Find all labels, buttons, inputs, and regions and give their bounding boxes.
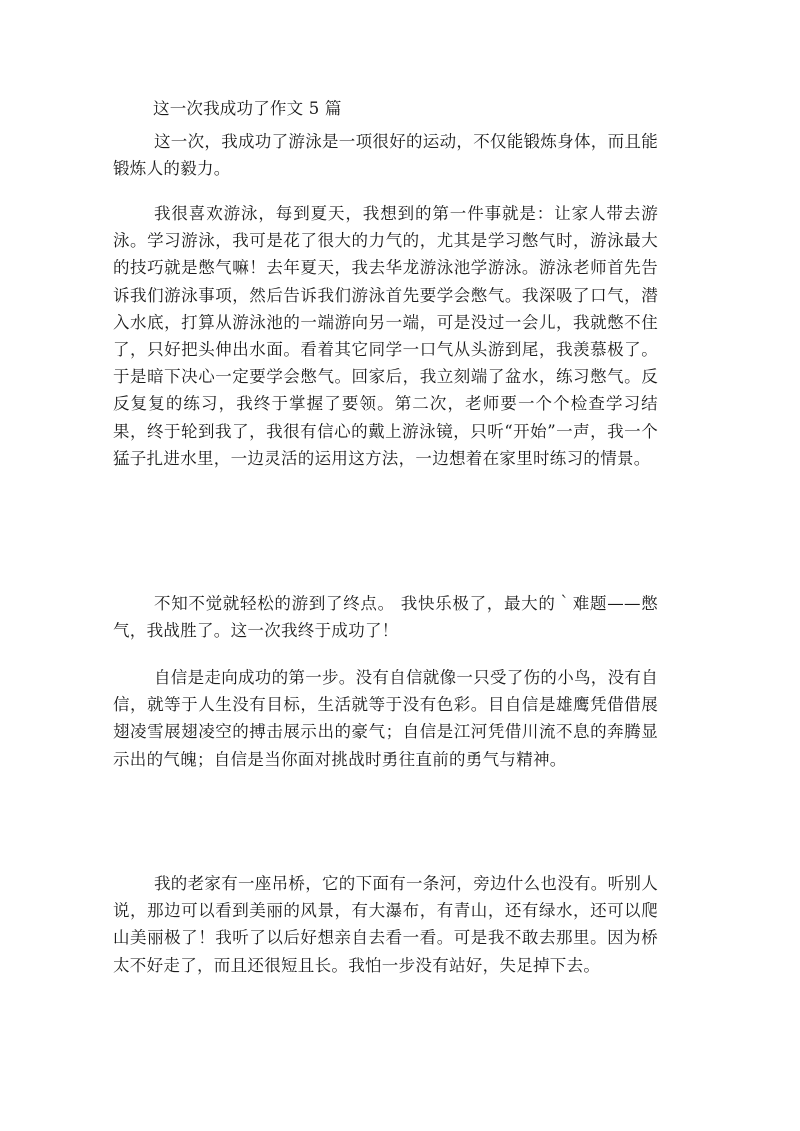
paragraph-5: 我的老家有一座吊桥，它的下面有一条河，旁边什么也没有。听别人说，那边可以看到美丽的风景，有大瀑布，有青山，还有绿水，还可以爬山美丽极了！我听了以后好想亲自去看一看。可是我不敢去那里。因为桥太不好走了，而且还很短且长。我怕一步没有站好，失足掉下去。 xyxy=(113,874,658,975)
paragraph-4: 自信是走向成功的第一步。没有自信就像一只受了伤的小鸟，没有自信，就等于人生没有目标，生活就等于没有色彩。目自信是雄鹰凭借借展翅凌雪展翅凌空的搏击展示出的豪气；自信是江河凭借川流不息的奔腾显示出的气魄；自信是当你面对挑战时勇往直前的勇气与精神。 xyxy=(113,668,658,769)
paragraph-1: 这一次，我成功了游泳是一项很好的运动，不仅能锻炼身体，而且能锻炼人的毅力。 xyxy=(113,132,658,179)
paragraph-3: 不知不觉就轻松的游到了终点。 我快乐极了，最大的｀难题——憋气，我战胜了。这一次我终于成功了！ xyxy=(113,594,658,641)
document-title: 这一次我成功了作文 5 篇 xyxy=(153,99,342,118)
paragraph-2: 我很喜欢游泳，每到夏天，我想到的第一件事就是：让家人带去游泳。学习游泳，我可是花了很大的力气的，尤其是学习憋气时，游泳最大的技巧就是憋气嘛！去年夏天，我去华龙游泳池学游泳。游泳老师首先告诉我们游泳事项，然后告诉我们游泳首先要学会憋气。我深吸了口气，潜入水底，打算从游泳池的一端游向另一端，可是没过一会儿，我就憋不住了，只好把头伸出水面。看着其它同学一口气从头游到尾，我羡慕极了。于是暗下决心一定要学会憋气。回家后，我立刻端了盆水，练习憋气。反反复复的练习，我终于掌握了要领。第二次，老师要一个个检查学习结果，终于轮到我了，我很有信心的戴上游泳镜，只听“开始”一声，我一个猛子扎进水里，一边灵活的运用这方法，一边想着在家里时练习的情景。 xyxy=(113,204,658,468)
